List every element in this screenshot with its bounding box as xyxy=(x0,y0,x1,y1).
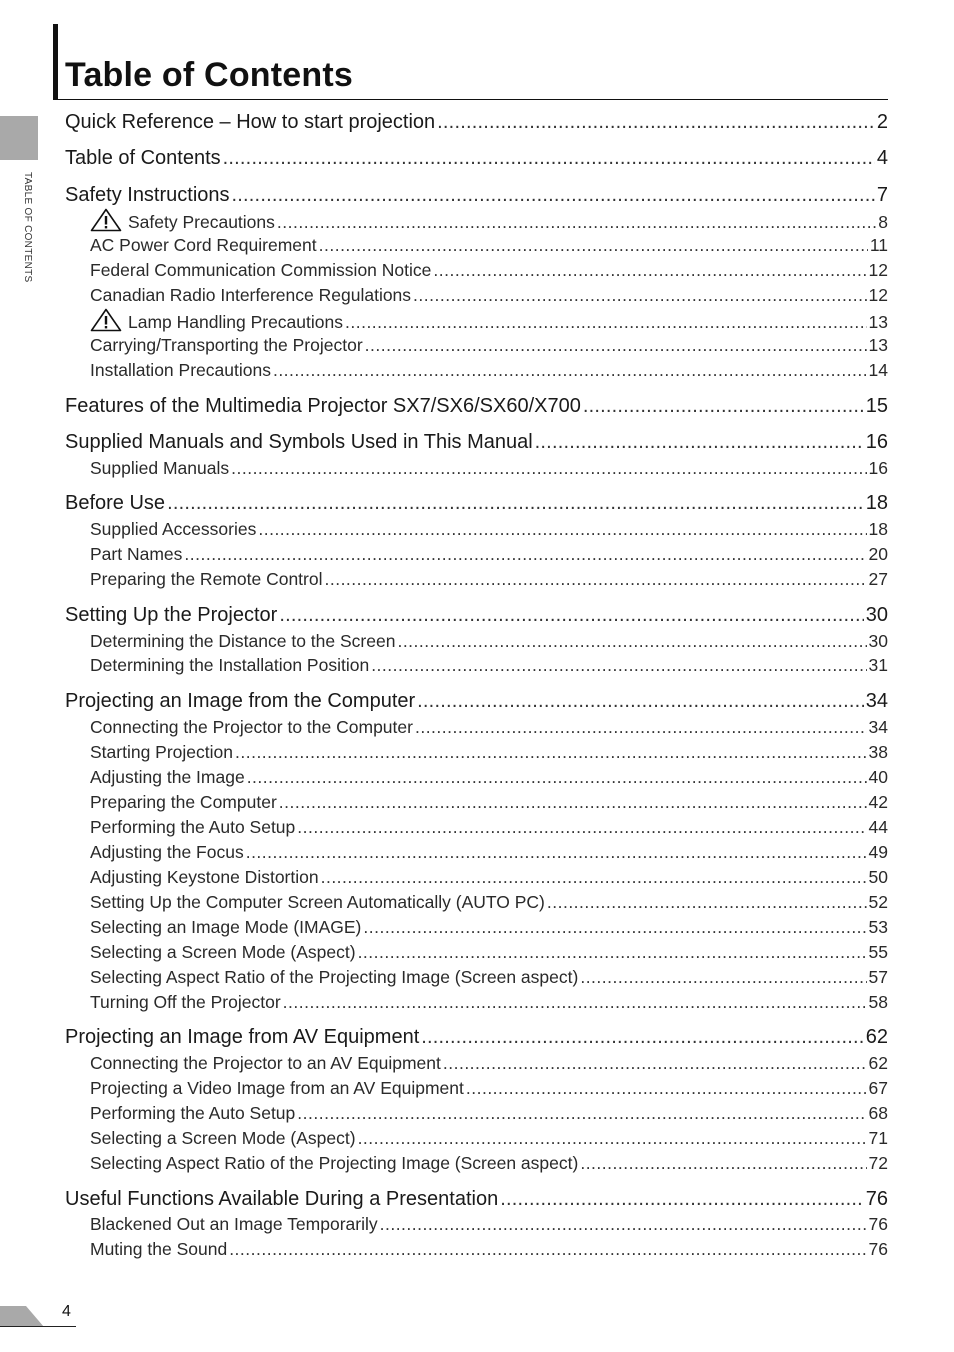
toc-entry-title: Federal Communication Commission Notice xyxy=(90,260,432,280)
toc-entry-title: Before Use xyxy=(65,492,166,514)
toc-subsection-entry[interactable] xyxy=(90,815,888,840)
dot-leader xyxy=(345,310,867,335)
toc-page-number: 76 xyxy=(865,1188,888,1210)
toc-entry-title: Starting Projection xyxy=(90,742,233,762)
toc-entry-title: Table of Contents xyxy=(65,147,221,169)
toc-page-number: 27 xyxy=(868,569,888,589)
toc-entry-title: Supplied Accessories xyxy=(90,519,257,539)
toc-page-number: 62 xyxy=(868,1053,888,1073)
toc-entry-title: Adjusting Keystone Distortion xyxy=(90,867,319,887)
toc-subsection-entry[interactable] xyxy=(90,517,888,542)
warning-icon xyxy=(90,308,122,332)
toc-section-entry[interactable] xyxy=(65,108,888,136)
toc-page-number: 50 xyxy=(868,867,888,887)
dot-leader xyxy=(235,740,867,765)
side-tab-marker xyxy=(0,116,38,160)
toc-page-number: 44 xyxy=(868,817,888,837)
toc-subsection-entry[interactable] xyxy=(90,333,888,358)
dot-leader xyxy=(297,815,866,840)
toc-entry-title: Setting Up the Projector xyxy=(65,604,278,626)
toc-page-number: 58 xyxy=(868,992,888,1012)
dot-leader xyxy=(580,1151,866,1176)
dot-leader xyxy=(279,790,867,815)
toc-entry-title: Selecting Aspect Ratio of the Projecting Image (Screen aspect) xyxy=(90,1153,579,1173)
toc-entry-title: Setting Up the Computer Screen Automatically (AUTO PC) xyxy=(90,892,545,912)
toc-subsection-entry[interactable] xyxy=(90,308,888,333)
toc-entry-title: Part Names xyxy=(90,544,183,564)
toc-page-number: 13 xyxy=(868,335,888,355)
dot-leader xyxy=(277,210,876,235)
toc-page-number: 57 xyxy=(868,967,888,987)
toc-subsection-entry[interactable] xyxy=(90,965,888,990)
toc-subsection-entry[interactable] xyxy=(90,840,888,865)
toc-entry-title: Safety Instructions xyxy=(65,184,230,206)
dot-leader xyxy=(421,1023,863,1051)
toc-page-number: 20 xyxy=(868,544,888,564)
toc-entry-title: Preparing the Remote Control xyxy=(90,569,323,589)
toc-subsection-entry[interactable] xyxy=(90,629,888,654)
toc-entry-title: Supplied Manuals and Symbols Used in This Manual xyxy=(65,431,533,453)
toc-subsection-entry[interactable] xyxy=(90,1151,888,1176)
toc-entry-title: Blackened Out an Image Temporarily xyxy=(90,1214,378,1234)
toc-subsection-entry[interactable] xyxy=(90,1101,888,1126)
toc-page-number: 8 xyxy=(878,212,888,232)
toc-page-number: 42 xyxy=(868,792,888,812)
dot-leader xyxy=(363,915,866,940)
dot-leader xyxy=(297,1101,866,1126)
toc-subsection-entry[interactable] xyxy=(90,208,888,233)
toc-section-entry[interactable] xyxy=(65,144,888,172)
dot-leader xyxy=(547,890,867,915)
dot-leader xyxy=(279,601,863,629)
toc-subsection-entry[interactable] xyxy=(90,542,888,567)
toc-entry-title: Useful Functions Available During a Presentation xyxy=(65,1188,499,1210)
toc-page-number: 71 xyxy=(868,1128,888,1148)
toc-subsection-entry[interactable] xyxy=(90,567,888,592)
dot-leader xyxy=(433,258,866,283)
toc-entry-title: Supplied Manuals xyxy=(90,458,230,478)
toc-entry-title: Determining the Installation Position xyxy=(90,655,370,675)
toc-entry-title: Selecting Aspect Ratio of the Projecting Image (Screen aspect) xyxy=(90,967,579,987)
dot-leader xyxy=(365,333,867,358)
toc-page-number: 34 xyxy=(865,690,888,712)
dot-leader xyxy=(258,517,866,542)
toc-page-number: 68 xyxy=(868,1103,888,1123)
toc-entry-title: Projecting an Image from AV Equipment xyxy=(65,1026,420,1048)
toc-subsection-entry[interactable] xyxy=(90,1051,888,1076)
toc-page-number: 53 xyxy=(868,917,888,937)
dot-leader xyxy=(246,840,867,865)
toc-page-number: 52 xyxy=(868,892,888,912)
dot-leader xyxy=(397,629,866,654)
dot-leader xyxy=(232,181,875,209)
toc-subsection-entry[interactable] xyxy=(90,358,888,383)
toc-section-entry[interactable] xyxy=(65,489,888,517)
toc-subsection-entry[interactable] xyxy=(90,990,888,1015)
toc-entry-title: Preparing the Computer xyxy=(90,792,277,812)
toc-entry-title: Safety Precautions xyxy=(128,212,275,232)
toc-entry-title: AC Power Cord Requirement xyxy=(90,235,317,255)
toc-subsection-entry[interactable] xyxy=(90,283,888,308)
dot-leader xyxy=(417,687,864,715)
toc-entry-title: Connecting the Projector to an AV Equipment xyxy=(90,1053,441,1073)
dot-leader xyxy=(319,233,868,258)
toc-page-number: 4 xyxy=(876,147,888,169)
dot-leader xyxy=(380,1212,867,1237)
toc-entry-title: Determining the Distance to the Screen xyxy=(90,631,396,651)
toc-section-entry[interactable] xyxy=(65,1023,888,1051)
toc-subsection-entry[interactable] xyxy=(90,865,888,890)
toc-page-number: 15 xyxy=(865,395,888,417)
toc-page-number: 18 xyxy=(865,492,888,514)
toc-page-number: 49 xyxy=(868,842,888,862)
dot-leader xyxy=(247,765,867,790)
toc-entry-title: Performing the Auto Setup xyxy=(90,817,296,837)
dot-leader xyxy=(283,990,867,1015)
toc-entry-title: Muting the Sound xyxy=(90,1239,228,1259)
toc-subsection-entry[interactable] xyxy=(90,653,888,678)
toc-page-number: 14 xyxy=(868,360,888,380)
toc-subsection-entry[interactable] xyxy=(90,1076,888,1101)
toc-page-number: 76 xyxy=(868,1239,888,1259)
dot-leader xyxy=(184,542,866,567)
dot-leader xyxy=(231,456,866,481)
dot-leader xyxy=(443,1051,867,1076)
toc-entry-title: Canadian Radio Interference Regulations xyxy=(90,285,412,305)
toc-entry-title: Installation Precautions xyxy=(90,360,271,380)
toc-subsection-entry[interactable] xyxy=(90,740,888,765)
toc-entry-title: Projecting an Image from the Computer xyxy=(65,690,416,712)
toc-page-number: 16 xyxy=(865,431,888,453)
toc-entry-title: Selecting an Image Mode (IMAGE) xyxy=(90,917,362,937)
toc-page-number: 76 xyxy=(868,1214,888,1234)
warning-icon xyxy=(90,208,122,232)
toc-subsection-entry[interactable] xyxy=(90,715,888,740)
toc-page-number: 16 xyxy=(868,458,888,478)
dot-leader xyxy=(580,965,866,990)
toc-page-number: 13 xyxy=(868,312,888,332)
dot-leader xyxy=(413,283,866,308)
toc-page-number: 12 xyxy=(868,260,888,280)
toc-page-number: 34 xyxy=(868,717,888,737)
toc-subsection-entry[interactable] xyxy=(90,258,888,283)
dot-leader xyxy=(229,1237,866,1262)
dot-leader xyxy=(437,108,875,136)
toc-subsection-entry[interactable] xyxy=(90,940,888,965)
toc-page-number: 7 xyxy=(876,184,888,206)
toc-entry-title: Selecting a Screen Mode (Aspect) xyxy=(90,942,356,962)
toc-subsection-entry[interactable] xyxy=(90,765,888,790)
dot-leader xyxy=(223,144,875,172)
dot-leader xyxy=(371,653,866,678)
toc-subsection-entry[interactable] xyxy=(90,233,888,258)
toc-section-entry[interactable] xyxy=(65,181,888,209)
dot-leader xyxy=(273,358,867,383)
page-title-bar xyxy=(53,24,888,100)
toc-page-number: 40 xyxy=(868,767,888,787)
toc-subsection-entry[interactable] xyxy=(90,890,888,915)
dot-leader xyxy=(358,1126,867,1151)
toc-entry-title: Selecting a Screen Mode (Aspect) xyxy=(90,1128,356,1148)
toc-page-number: 30 xyxy=(865,604,888,626)
dot-leader xyxy=(466,1076,867,1101)
page-title: Table of Contents xyxy=(65,56,353,94)
toc-entry-title: Projecting a Video Image from an AV Equipment xyxy=(90,1078,464,1098)
toc-entry-title: Performing the Auto Setup xyxy=(90,1103,296,1123)
page-number: 4 xyxy=(62,1303,71,1320)
toc-entry-title: Adjusting the Focus xyxy=(90,842,244,862)
dot-leader xyxy=(415,715,867,740)
toc-entry-title: Adjusting the Image xyxy=(90,767,245,787)
toc-section-entry[interactable] xyxy=(65,392,888,420)
toc-entry-title: Connecting the Projector to the Computer xyxy=(90,717,413,737)
dot-leader xyxy=(500,1185,864,1213)
toc-entry-title: Carrying/Transporting the Projector xyxy=(90,335,363,355)
toc-page-number: 62 xyxy=(865,1026,888,1048)
toc-page-number: 67 xyxy=(868,1078,888,1098)
toc-page-number: 31 xyxy=(868,655,888,675)
toc-section-entry[interactable] xyxy=(65,687,888,715)
toc-subsection-entry[interactable] xyxy=(90,790,888,815)
dot-leader xyxy=(583,392,864,420)
toc-subsection-entry[interactable] xyxy=(90,1237,888,1262)
dot-leader xyxy=(167,489,864,517)
toc-page-number: 38 xyxy=(868,742,888,762)
toc-page-number: 55 xyxy=(868,942,888,962)
dot-leader xyxy=(321,865,867,890)
toc-subsection-entry[interactable] xyxy=(90,1126,888,1151)
toc-page-number: 72 xyxy=(868,1153,888,1173)
toc-subsection-entry[interactable] xyxy=(90,1212,888,1237)
side-section-label: TABLE OF CONTENTS xyxy=(22,172,33,283)
toc-entry-title: Features of the Multimedia Projector SX7/SX6/SX60/X700 xyxy=(65,395,581,417)
toc-page-number: 11 xyxy=(869,235,888,255)
toc-section-entry[interactable] xyxy=(65,428,888,456)
dot-leader xyxy=(535,428,864,456)
toc-entry-title: Quick Reference – How to start projection xyxy=(65,111,436,133)
toc-subsection-entry[interactable] xyxy=(90,456,888,481)
toc-page-number: 12 xyxy=(868,285,888,305)
toc-page-number: 2 xyxy=(876,111,888,133)
dot-leader xyxy=(324,567,866,592)
toc-section-entry[interactable] xyxy=(65,601,888,629)
toc-page-number: 30 xyxy=(868,631,888,651)
toc-page-number: 18 xyxy=(868,519,888,539)
toc-section-entry[interactable] xyxy=(65,1185,888,1213)
toc-entry-title: Turning Off the Projector xyxy=(90,992,281,1012)
toc-entry-title: Lamp Handling Precautions xyxy=(128,312,343,332)
toc-subsection-entry[interactable] xyxy=(90,915,888,940)
dot-leader xyxy=(358,940,867,965)
